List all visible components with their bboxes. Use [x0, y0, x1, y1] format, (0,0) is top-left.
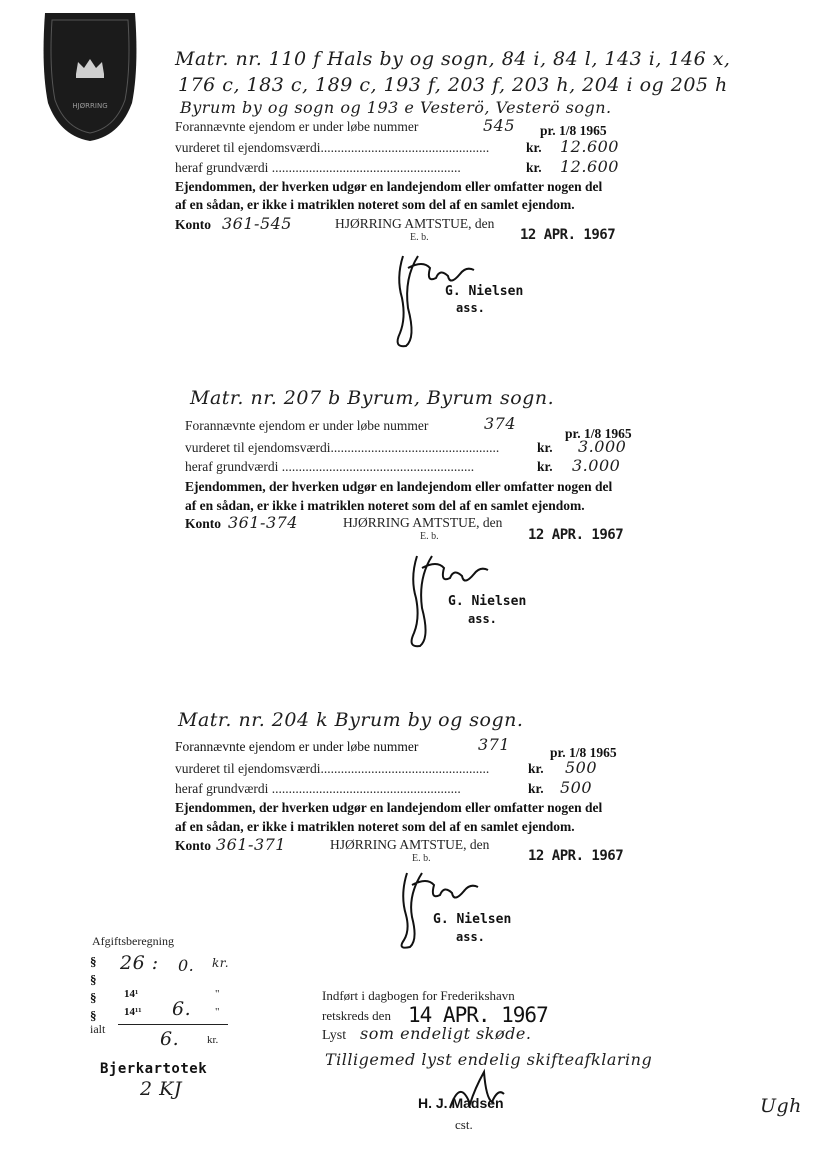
registration-line: retskreds den [322, 1008, 391, 1023]
konto-label: Konto [175, 838, 212, 853]
matrikel-line: 176 c, 183 c, 189 c, 193 f, 203 f, 203 h, 204 i og 205 h [178, 74, 728, 96]
valued-amount: 500 [565, 758, 598, 777]
valued-label: vurderet til ejendomsværdi.................................................. [185, 440, 500, 455]
fee-box-title: Afgiftsberegning [92, 934, 174, 948]
signer-name: G. Nielsen [433, 912, 512, 927]
konto-number: 361-371 [216, 835, 286, 854]
statement-line: af en sådan, er ikke i matriklen noteret som del af en samlet ejendom. [185, 498, 585, 513]
registration-line: Indført i dagbogen for Frederikshavn [322, 988, 515, 1003]
matrikel-line: Matr. nr. 204 k Byrum by og sogn. [178, 709, 524, 731]
pr-date: pr. 1/8 1965 [565, 426, 632, 441]
konto-number: 361-374 [228, 513, 298, 532]
office-label: HJØRRING AMTSTUE, den [335, 216, 495, 231]
ground-amount: 3.000 [572, 456, 621, 475]
section-mark: § [90, 990, 97, 1005]
total-label: ialt [90, 1022, 106, 1036]
konto-number: 361-545 [222, 214, 292, 233]
kartotek-note: 2 KJ [140, 1078, 182, 1100]
office-label: HJØRRING AMTSTUE, den [343, 515, 503, 530]
kr-label: kr. [526, 140, 542, 155]
fee-row3-label: 14¹¹ [124, 1006, 142, 1018]
section-mark: § [90, 1008, 97, 1023]
date-stamp: 12 APR. 1967 [528, 527, 624, 543]
statement-line: Ejendommen, der hverken udgør en landejendom eller omfatter nogen del [175, 179, 603, 194]
ground-label: heraf grundværdi ........................................................ [175, 781, 461, 796]
signer-title: ass. [468, 612, 497, 626]
lobe-nummer-value: 374 [484, 414, 517, 433]
lobe-nummer-label: Forannævnte ejendom er under løbe nummer [175, 739, 419, 754]
date-stamp: 12 APR. 1967 [528, 848, 624, 864]
lyst-label: Lyst [322, 1028, 347, 1043]
ground-label: heraf grundværdi ......................................................... [185, 459, 475, 474]
konto-label: Konto [185, 516, 222, 531]
official-seal [40, 8, 140, 143]
eb-label: E. b. [420, 531, 439, 542]
valued-amount: 3.000 [578, 437, 627, 456]
konto-label: Konto [175, 217, 212, 232]
total-unit: kr. [207, 1034, 219, 1046]
lobe-nummer-value: 545 [483, 116, 516, 135]
kr-label: kr. [526, 160, 542, 175]
fee-row3-value: 6. [172, 998, 192, 1020]
eb-label: E. b. [410, 232, 429, 243]
matrikel-line: Byrum by og sogn og 193 e Vesterö, Vesterö sogn. [180, 98, 612, 117]
section-mark: § [90, 972, 97, 987]
ground-amount: 12.600 [560, 157, 619, 176]
fee-row1-value: 26 : [120, 952, 159, 974]
matrikel-line: Matr. nr. 207 b Byrum, Byrum sogn. [190, 387, 555, 409]
valued-label: vurderet til ejendomsværdi.................................................. [175, 140, 490, 155]
fee-row2-label: 14¹ [124, 988, 139, 1000]
valued-amount: 12.600 [560, 137, 619, 156]
kr-label: kr. [528, 761, 544, 776]
pr-date: pr. 1/8 1965 [540, 123, 607, 138]
valued-label: vurderet til ejendomsværdi.................................................. [175, 761, 490, 776]
pr-date: pr. 1/8 1965 [550, 745, 617, 760]
matrikel-line: Matr. nr. 110 f Hals by og sogn, 84 i, 84 l, 143 i, 146 x, [175, 48, 731, 70]
registration-date-stamp: 14 APR. 1967 [408, 1003, 548, 1027]
ditto-mark: " [215, 1006, 220, 1018]
signer-name: G. Nielsen [448, 594, 527, 609]
registration-signer: H. J. Madsen [418, 1095, 504, 1111]
seal-stamp-icon [40, 8, 140, 143]
kartotek-stamp: Bjerkartotek [100, 1061, 208, 1077]
lobe-nummer-label: Forannævnte ejendom er under løbe nummer [175, 119, 419, 134]
corner-initials: Ugh [760, 1095, 802, 1117]
eb-label: E. b. [412, 853, 431, 864]
registration-signer-title: cst. [455, 1117, 473, 1132]
ground-amount: 500 [560, 778, 593, 797]
statement-line: af en sådan, er ikke i matriklen noteret som del af en samlet ejendom. [175, 819, 575, 834]
total-value: 6. [160, 1028, 180, 1050]
signer-title: ass. [456, 930, 485, 944]
fee-row1-unit: kr. [212, 956, 230, 970]
lyst-note-2: Tilligemed lyst endelig skifteafklaring [325, 1050, 653, 1069]
fee-row1-cents: 0. [178, 956, 195, 975]
lobe-nummer-value: 371 [478, 735, 511, 754]
kr-label: kr. [528, 781, 544, 796]
lyst-note: som endeligt skøde. [360, 1024, 532, 1043]
signer-name: G. Nielsen [445, 284, 524, 299]
statement-line: af en sådan, er ikke i matriklen noteret som del af en samlet ejendom. [175, 197, 575, 212]
statement-line: Ejendommen, der hverken udgør en landejendom eller omfatter nogen del [175, 800, 603, 815]
kr-label: kr. [537, 459, 553, 474]
ground-label: heraf grundværdi ........................................................ [175, 160, 461, 175]
office-label: HJØRRING AMTSTUE, den [330, 837, 490, 852]
lobe-nummer-label: Forannævnte ejendom er under løbe nummer [185, 418, 429, 433]
ditto-mark: " [215, 988, 220, 1000]
seal-text: HJØRRING [72, 102, 108, 110]
sum-divider [118, 1024, 228, 1025]
section-mark: § [90, 954, 97, 969]
signer-title: ass. [456, 301, 485, 315]
date-stamp: 12 APR. 1967 [520, 227, 616, 243]
statement-line: Ejendommen, der hverken udgør en landejendom eller omfatter nogen del [185, 479, 613, 494]
kr-label: kr. [537, 440, 553, 455]
